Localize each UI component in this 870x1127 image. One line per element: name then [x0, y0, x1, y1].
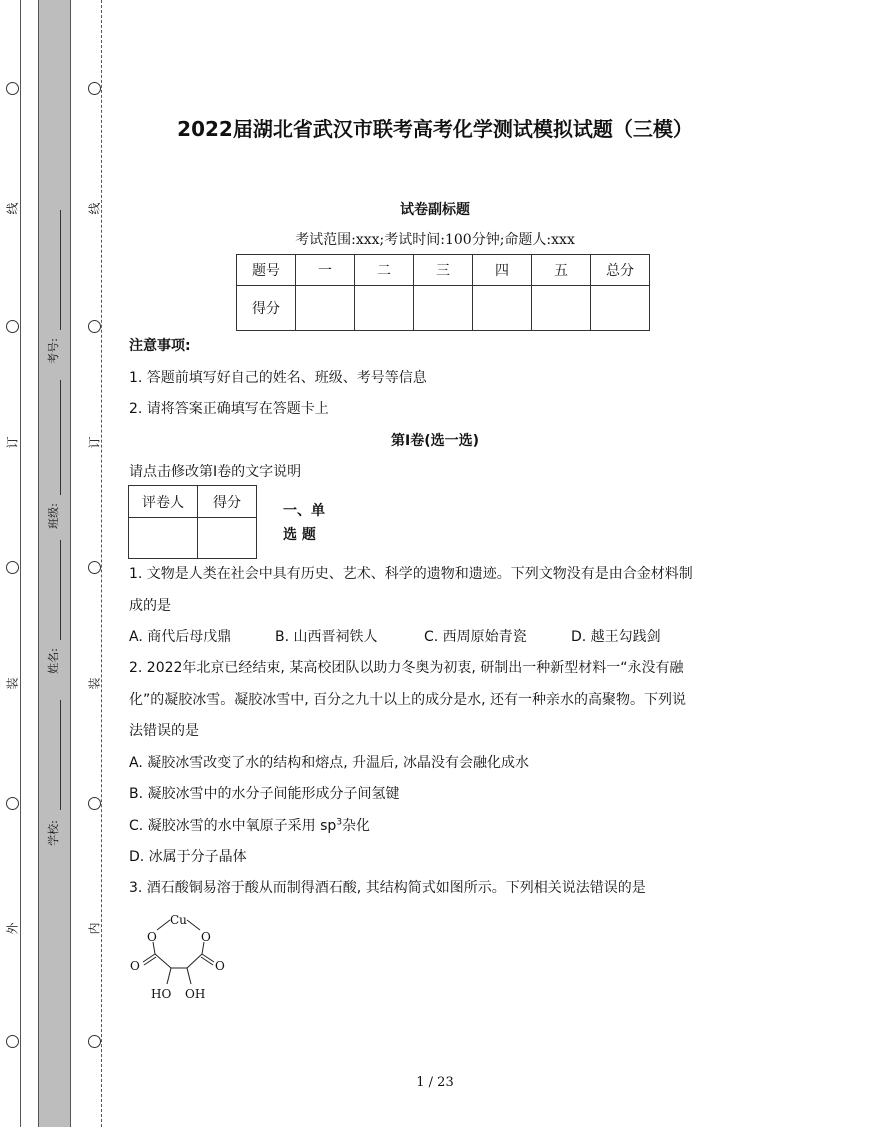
page-number: 1 / 23 — [416, 1075, 454, 1090]
exam-number-label: 考号: — [46, 338, 60, 364]
score-cell[interactable] — [355, 286, 414, 331]
score-cell[interactable] — [591, 286, 650, 331]
binding-hole — [88, 320, 101, 333]
gutter-char-nei: 内 — [87, 922, 102, 935]
gutter-char-zhuang-inner: 装 — [87, 677, 102, 690]
question-2-text: 化”的凝胶冰雪。凝胶冰雪中, 百分之九十以上的成分是水, 还有一种亲水的高聚物。下列说 — [129, 692, 687, 708]
gutter-char-xian-inner: 线 — [87, 202, 102, 215]
grader-header: 评卷人 — [129, 486, 198, 518]
q2-option-c-tail: 杂化 — [342, 818, 371, 834]
binding-hole — [6, 797, 19, 810]
q1-option-d[interactable]: D. 越王勾践剑 — [571, 629, 661, 645]
score-cell[interactable] — [296, 286, 355, 331]
gutter-char-ding-outer: 订 — [5, 436, 20, 449]
question-2-text: 法错误的是 — [129, 723, 199, 739]
school-label: 学校: — [46, 820, 60, 846]
q2-option-c-text: C. 凝胶冰雪的水中氧原子采用 sp — [129, 818, 337, 834]
question-1-text: 1. 文物是人类在社会中具有历史、艺术、科学的遗物和遗迹。下列文物没有是由合金材料制 — [129, 566, 693, 582]
volume-title: 第I卷(选一选) — [390, 433, 479, 449]
exam-number-line[interactable] — [60, 210, 61, 330]
binding-hole — [6, 1035, 19, 1048]
exam-info: 考试范围:xxx;考试时间:100分钟;命题人:xxx — [295, 232, 575, 248]
section-label-line2: 选 题 — [283, 527, 316, 543]
q1-option-a[interactable]: A. 商代后母戊鼎 — [129, 629, 232, 645]
outer-cut-line — [20, 0, 21, 1127]
score-table — [236, 254, 650, 331]
binding-hole — [88, 82, 101, 95]
grader-cell[interactable] — [198, 518, 257, 559]
q2-option-a[interactable]: A. 凝胶冰雪改变了水的结构和熔点, 升温后, 冰晶没有会融化成水 — [129, 755, 530, 771]
name-label: 姓名: — [46, 648, 60, 674]
page-title: 2022届湖北省武汉市联考高考化学测试模拟试题（三模） — [177, 117, 693, 141]
q2-option-c[interactable] — [129, 815, 370, 835]
question-2-text: 2. 2022年北京已经结束, 某高校团队以助力冬奥为初衷, 研制出一种新型材料一“永没有融 — [129, 660, 684, 676]
binding-hole — [88, 1035, 101, 1048]
q1-option-c[interactable]: C. 西周原始青瓷 — [424, 629, 527, 645]
score-header-cell: 三 — [414, 255, 473, 286]
atom-label-ho: HO — [151, 987, 172, 1001]
score-header-cell: 一 — [296, 255, 355, 286]
class-label: 班级: — [46, 503, 60, 529]
name-line[interactable] — [60, 540, 61, 640]
question-3-text: 3. 酒石酸铜易溶于酸从而制得酒石酸, 其结构简式如图所示。下列相关说法错误的是 — [129, 880, 646, 896]
paper-subtitle: 试卷副标题 — [400, 202, 470, 218]
score-cell[interactable] — [532, 286, 591, 331]
gutter-char-xian-outer: 线 — [5, 202, 20, 215]
grader-header: 得分 — [198, 486, 257, 518]
score-header-cell: 二 — [355, 255, 414, 286]
notice-item: 1. 答题前填写好自己的姓名、班级、考号等信息 — [129, 370, 427, 386]
score-header-cell: 四 — [473, 255, 532, 286]
binding-hole — [6, 82, 19, 95]
grader-table — [128, 485, 257, 559]
atom-label-o: O — [201, 930, 211, 944]
gutter-char-zhuang-outer: 装 — [5, 677, 20, 690]
inner-cut-line — [101, 0, 102, 1127]
atom-label-o: O — [215, 959, 225, 973]
binding-stripe — [38, 0, 70, 1127]
q1-option-b[interactable]: B. 山西晋祠铁人 — [275, 629, 378, 645]
q2-option-b[interactable]: B. 凝胶冰雪中的水分子间能形成分子间氢键 — [129, 786, 400, 802]
score-header-cell: 五 — [532, 255, 591, 286]
score-header-cell: 总分 — [591, 255, 650, 286]
stripe-left-edge — [38, 0, 39, 1127]
grader-cell[interactable] — [129, 518, 198, 559]
binding-hole — [88, 561, 101, 574]
gutter-char-ding-inner: 订 — [87, 436, 102, 449]
atom-label-o: O — [130, 959, 140, 973]
atom-label-oh: OH — [185, 987, 206, 1001]
binding-hole — [88, 797, 101, 810]
binding-hole — [6, 561, 19, 574]
binding-hole — [6, 320, 19, 333]
score-cell[interactable] — [473, 286, 532, 331]
atom-label-o: O — [147, 930, 157, 944]
section-label-line1: 一、单 — [283, 503, 325, 519]
atom-label-cu: Cu — [170, 913, 187, 927]
gutter-char-wai: 外 — [5, 922, 20, 935]
stripe-right-edge — [70, 0, 71, 1127]
score-cell[interactable] — [414, 286, 473, 331]
score-row-label: 得分 — [237, 286, 296, 331]
superscript: 3 — [336, 817, 343, 828]
school-line[interactable] — [60, 700, 61, 810]
copper-tartrate-structure — [125, 910, 235, 1005]
volume-instruction[interactable]: 请点击修改第I卷的文字说明 — [129, 464, 302, 480]
notice-item: 2. 请将答案正确填写在答题卡上 — [129, 401, 329, 417]
q2-option-d[interactable]: D. 冰属于分子晶体 — [129, 849, 247, 865]
notice-heading: 注意事项: — [129, 338, 191, 354]
score-header-cell: 题号 — [237, 255, 296, 286]
question-1-text: 成的是 — [129, 598, 171, 614]
